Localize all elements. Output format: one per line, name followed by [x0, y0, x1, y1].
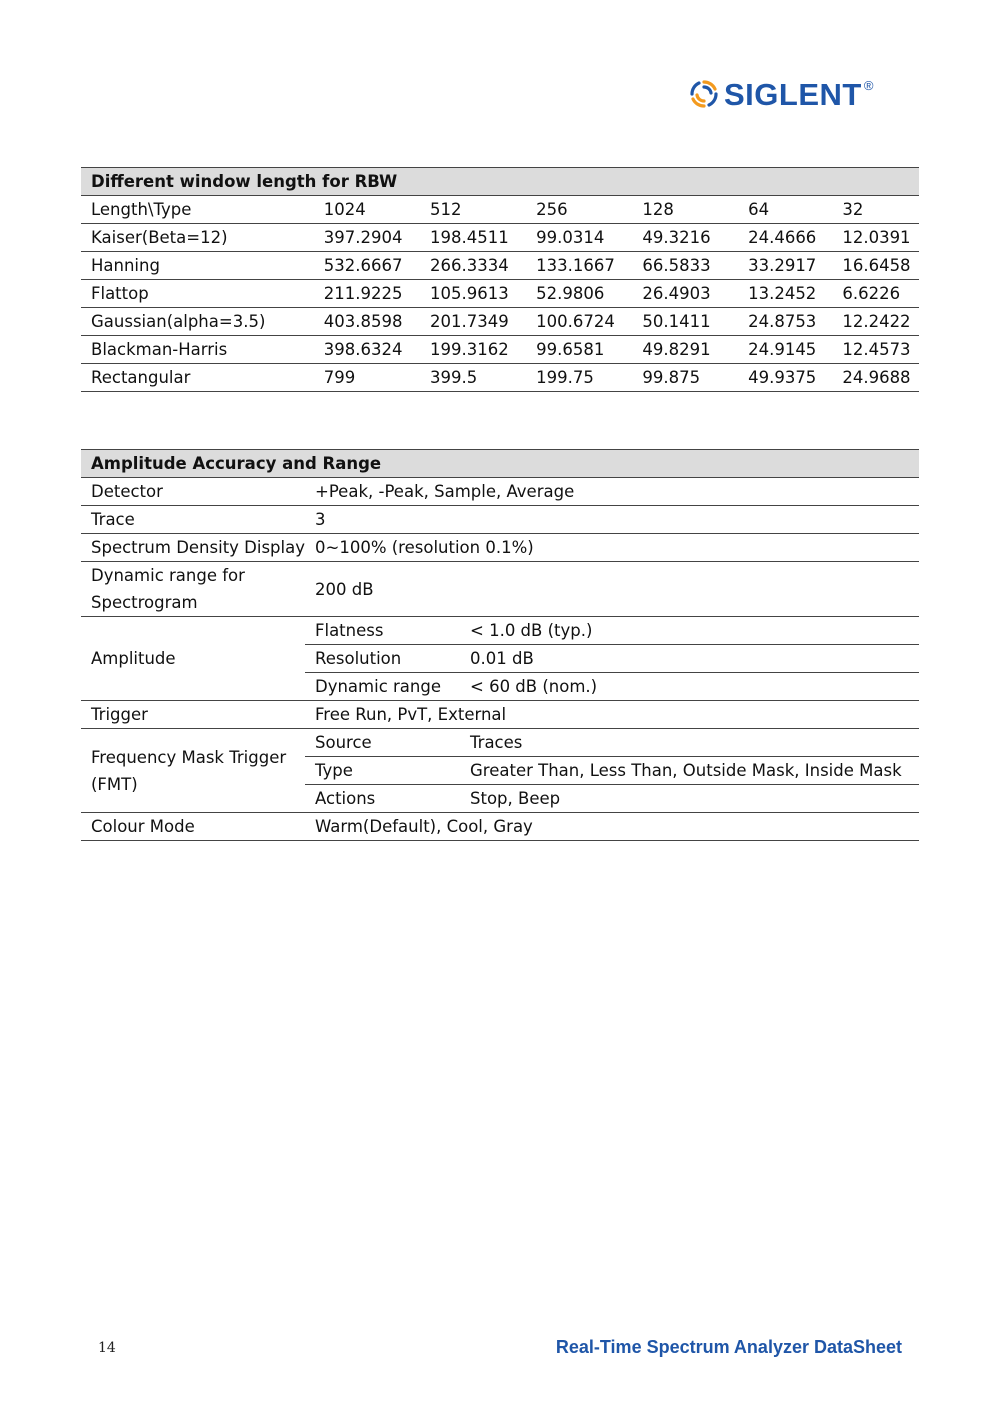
table-cell: 24.8753	[738, 308, 832, 336]
table-cell: 52.9806	[526, 280, 632, 308]
row-label: Flattop	[81, 280, 314, 308]
table-cell: 403.8598	[314, 308, 420, 336]
column-header: Length\Type	[81, 196, 314, 224]
table-cell: 24.9688	[832, 364, 919, 392]
table-row	[81, 336, 919, 364]
table-row	[81, 364, 919, 392]
row-label-detector: Detector	[81, 478, 305, 506]
table-row	[81, 534, 919, 562]
table-cell: 50.1411	[632, 308, 738, 336]
table-cell: 201.7349	[420, 308, 526, 336]
table-row	[81, 478, 919, 506]
row-label: Kaiser(Beta=12)	[81, 224, 314, 252]
column-header: 512	[420, 196, 526, 224]
table-cell: 199.3162	[420, 336, 526, 364]
table-cell: 49.3216	[632, 224, 738, 252]
table-cell: 12.2422	[832, 308, 919, 336]
table-cell: 198.4511	[420, 224, 526, 252]
rbw-window-table	[81, 167, 919, 392]
table-cell: 105.9613	[420, 280, 526, 308]
page-number: 14	[98, 1340, 116, 1356]
sub-label: Flatness	[305, 617, 460, 645]
table-cell: 12.4573	[832, 336, 919, 364]
row-label: Rectangular	[81, 364, 314, 392]
table-title-row	[81, 450, 919, 478]
table-cell: 100.6724	[526, 308, 632, 336]
sub-value: < 60 dB (nom.)	[460, 673, 919, 701]
table-row	[81, 280, 919, 308]
table-cell: 133.1667	[526, 252, 632, 280]
column-header: 32	[832, 196, 919, 224]
column-header: 64	[738, 196, 832, 224]
column-header: 1024	[314, 196, 420, 224]
table-cell: 33.2917	[738, 252, 832, 280]
sub-value: < 1.0 dB (typ.)	[460, 617, 919, 645]
table-cell: 397.2904	[314, 224, 420, 252]
table-cell: 26.4903	[632, 280, 738, 308]
sub-label: Actions	[305, 785, 460, 813]
table-row	[81, 506, 919, 534]
table-cell: 266.3334	[420, 252, 526, 280]
table-cell: 16.6458	[832, 252, 919, 280]
row-label-trace: Trace	[81, 506, 305, 534]
table-cell: 24.4666	[738, 224, 832, 252]
row-value-spectrogram: 200 dB	[305, 562, 919, 617]
amplitude-accuracy-table	[81, 449, 919, 841]
sub-label: Type	[305, 757, 460, 785]
table-row	[81, 813, 919, 841]
table-cell: 211.9225	[314, 280, 420, 308]
siglent-logo	[688, 74, 873, 114]
table-cell: 799	[314, 364, 420, 392]
table-row	[81, 224, 919, 252]
row-value-detector: +Peak, -Peak, Sample, Average	[305, 478, 919, 506]
row-label: Gaussian(alpha=3.5)	[81, 308, 314, 336]
row-label-fmt: Frequency Mask Trigger (FMT)	[81, 729, 305, 813]
table-row	[81, 729, 919, 757]
table-cell: 99.875	[632, 364, 738, 392]
table-row	[81, 701, 919, 729]
column-header-row	[81, 196, 919, 224]
sub-value: Traces	[460, 729, 919, 757]
row-value-trace: 3	[305, 506, 919, 534]
row-label: Blackman-Harris	[81, 336, 314, 364]
table-row	[81, 308, 919, 336]
amp-table-title: Amplitude Accuracy and Range	[81, 450, 919, 478]
table-cell: 66.5833	[632, 252, 738, 280]
table-cell: 49.9375	[738, 364, 832, 392]
siglent-swirl-icon	[688, 78, 720, 110]
sub-value: Greater Than, Less Than, Outside Mask, Inside Mask	[460, 757, 919, 785]
table-cell: 532.6667	[314, 252, 420, 280]
table-row	[81, 562, 919, 617]
row-label-spectrogram: Dynamic range for Spectrogram	[81, 562, 305, 617]
table-cell: 199.75	[526, 364, 632, 392]
table-title-row	[81, 168, 919, 196]
row-label-colour: Colour Mode	[81, 813, 305, 841]
table-row	[81, 617, 919, 645]
sub-value: Stop, Beep	[460, 785, 919, 813]
row-value-colour: Warm(Default), Cool, Gray	[305, 813, 919, 841]
table-cell: 398.6324	[314, 336, 420, 364]
table-row	[81, 252, 919, 280]
table-cell: 399.5	[420, 364, 526, 392]
row-label-density: Spectrum Density Display	[81, 534, 305, 562]
brand-name: SIGLENT	[724, 76, 862, 112]
table-cell: 49.8291	[632, 336, 738, 364]
row-value-trigger: Free Run, PvT, External	[305, 701, 919, 729]
table-cell: 99.0314	[526, 224, 632, 252]
rbw-table-title: Different window length for RBW	[81, 168, 919, 196]
row-label: Hanning	[81, 252, 314, 280]
row-value-density: 0~100% (resolution 0.1%)	[305, 534, 919, 562]
column-header: 128	[632, 196, 738, 224]
table-cell: 6.6226	[832, 280, 919, 308]
registered-mark: ®	[863, 78, 874, 93]
column-header: 256	[526, 196, 632, 224]
table-cell: 24.9145	[738, 336, 832, 364]
row-label-trigger: Trigger	[81, 701, 305, 729]
table-cell: 13.2452	[738, 280, 832, 308]
document-title: Real-Time Spectrum Analyzer DataSheet	[555, 1337, 902, 1357]
sub-label: Resolution	[305, 645, 460, 673]
table-cell: 12.0391	[832, 224, 919, 252]
sub-label: Source	[305, 729, 460, 757]
sub-label: Dynamic range	[305, 673, 460, 701]
row-label-amplitude: Amplitude	[81, 617, 305, 701]
table-cell: 99.6581	[526, 336, 632, 364]
sub-value: 0.01 dB	[460, 645, 919, 673]
